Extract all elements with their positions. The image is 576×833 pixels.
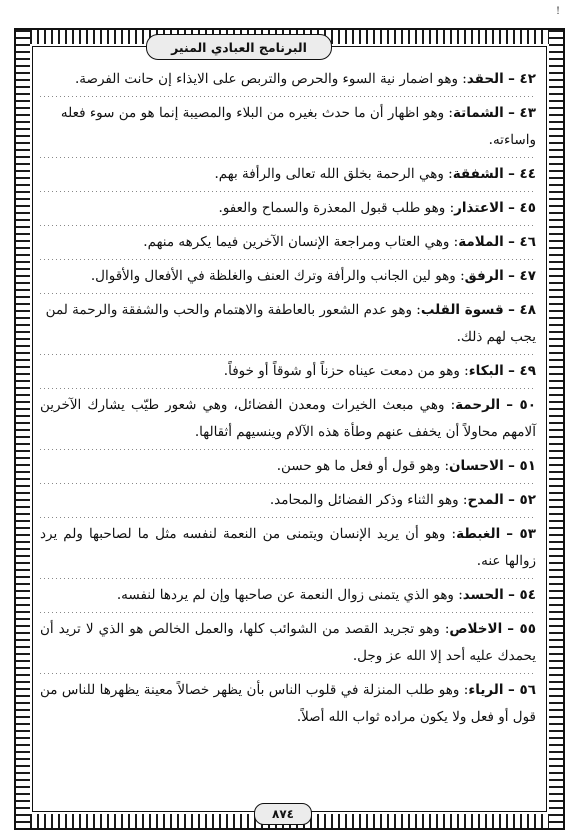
entry-term: الشفقة (452, 166, 504, 182)
entry-definition: : وهو الثناء وذكر الفضائل والمحامد. (269, 492, 468, 508)
definition-entry (40, 263, 536, 294)
entry-number: ٥٥ – (507, 621, 536, 637)
entry-term: المدح (467, 492, 504, 508)
frame-border-right (549, 30, 563, 828)
definition-entry (40, 453, 536, 484)
entry-number: ٤٨ – (508, 302, 536, 318)
entry-definition: : وهو عدم الشعور بالعاطفة والاهتمام والحب والشفقة والرحمة لمن يجب لهم ذلك. (45, 302, 536, 345)
definition-entry (40, 100, 536, 158)
entry-number: ٥٣ – (506, 526, 536, 542)
entry-definition: : وهو قول أو فعل ما هو حسن. (276, 458, 450, 474)
entry-term: الرحمة (455, 397, 501, 413)
definition-entry (40, 229, 536, 260)
entry-term: الرياء (468, 682, 504, 698)
entry-term: الاحسان (449, 458, 504, 474)
entry-number: ٤٦ – (508, 234, 536, 250)
definition-entry (40, 66, 536, 97)
definition-entry (40, 677, 536, 735)
definition-entry (40, 392, 536, 450)
entry-term: الحقد (466, 71, 504, 87)
running-header (146, 34, 332, 60)
entry-definition: : وهو أن يريد الإنسان ويتمنى من النعمة لنفسه مثل ما لصاحبها ولم يرد زوالها عنه. (40, 526, 536, 569)
definition-entry (40, 521, 536, 579)
entry-number: ٥٤ – (508, 587, 536, 603)
definition-entry (40, 161, 536, 192)
entry-definition: : وهو لين الجانب والرأفة وترك العنف والغلظة في الأفعال والأقوال. (90, 268, 465, 284)
entry-number: ٥١ – (508, 458, 536, 474)
entry-term: الرفق (464, 268, 504, 284)
entry-number: ٤٣ – (508, 105, 536, 121)
corner-mark: ! (556, 6, 561, 17)
entry-number: ٥٢ – (508, 492, 536, 508)
definition-entry (40, 195, 536, 226)
entry-term: قسوة القلب (420, 302, 504, 318)
entry-term: الحسد (462, 587, 504, 603)
entry-term: الشماتة (452, 105, 504, 121)
entry-term: الغبطة (456, 526, 501, 542)
entry-number: ٤٢ – (508, 71, 536, 87)
entry-definition: : وهو الذي يتمنى زوال النعمة عن صاحبها وإن لم يردها لنفسه. (116, 587, 463, 603)
entry-definition: : وهي الرحمة بخلق الله تعالى والرأفة بهم. (214, 166, 453, 182)
definition-entry (40, 487, 536, 518)
entry-definition: : وهي العتاب ومراجعة الإنسان الآخرين فيما يكرهه منهم. (143, 234, 459, 250)
entry-term: الاخلاص (449, 621, 503, 637)
definition-entry (40, 616, 536, 674)
entry-number: ٥٠ – (506, 397, 537, 413)
page-number-badge (254, 803, 312, 825)
entry-number: ٤٥ – (508, 200, 536, 216)
entry-definition: : وهو تجريد القصد من الشوائب كلها، والعمل الخالص هو الذي لا تريد أن يحمدك عليه أحد إلا الله عز وجل. (40, 621, 536, 664)
frame-border-left (16, 30, 30, 828)
entry-definition: : وهو اضمار نية السوء والحرص والتربص على الايذاء إن حانت الفرصة. (74, 71, 467, 87)
entry-definition: : وهو من دمعت عيناه حزناً أو شوقاً أو خوفاً. (223, 363, 469, 379)
entry-term: البكاء (468, 363, 504, 379)
definitions-list (40, 66, 536, 738)
entry-definition: : وهي مبعث الخيرات ومعدن الفضائل، وهي شعور طيّب يشارك الآخرين آلامهم محاولاً أن يخفف عنهم وطأة هذه الآلام وينسيهم أثقالها. (40, 397, 536, 440)
definition-entry (40, 297, 536, 355)
entry-number: ٤٧ – (508, 268, 536, 284)
definition-entry (40, 358, 536, 389)
entry-definition: : وهو اظهار أن ما حدث بغيره من البلاء والمصيبة إنما هو من سوء فعله واساءته. (60, 105, 536, 148)
entry-number: ٤٤ – (508, 166, 536, 182)
entry-term: الملامة (458, 234, 504, 250)
definition-entry (40, 582, 536, 613)
entry-number: ٥٦ – (507, 682, 537, 698)
running-header-title: البرنامج العبادي المنير (171, 39, 307, 55)
entry-definition: : وهو طلب المنزلة في قلوب الناس بأن يظهر خصالاً معينة يظهرها للناس من قول أو فعل ولا يكون مراده ثواب الله أصلاً. (40, 682, 536, 725)
page-number: ٨٧٤ (272, 807, 294, 821)
entry-number: ٤٩ – (508, 363, 536, 379)
entry-term: الاعتذار (454, 200, 504, 216)
entry-definition: : وهو طلب قبول المعذرة والسماح والعفو. (218, 200, 455, 216)
